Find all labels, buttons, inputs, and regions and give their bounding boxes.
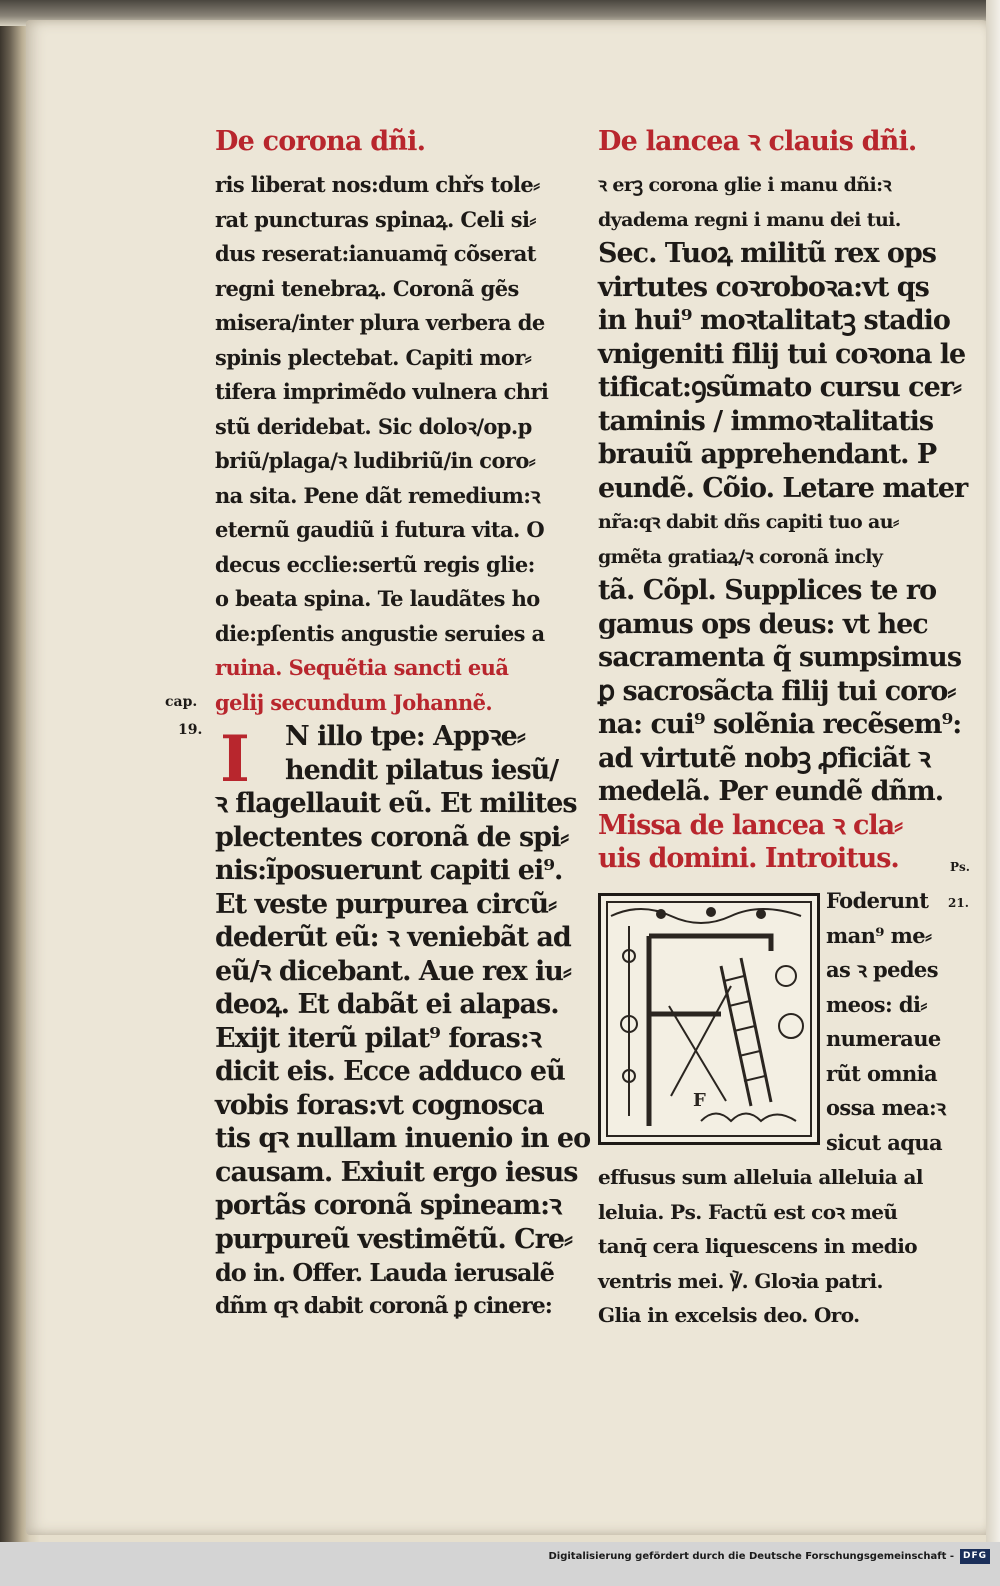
page-right-edge (986, 0, 1000, 1542)
text-line: taminis / immoꝛtalitatis (598, 405, 934, 437)
text-line: do in. Offer. Lauda ierusalẽ (215, 1258, 554, 1287)
text-line: ꝛ erꝫ corona glie i manu dñi:ꝛ (598, 174, 891, 196)
text-line: misera/inter plura verbera de (215, 310, 545, 335)
text-line: Et veste purpurea circũ⸗ (215, 888, 557, 920)
text-line: dyadema regni i manu dei tui. (598, 208, 901, 231)
text-line: Sec. Tuoꝝ militũ rex ops (598, 238, 937, 269)
left-column (215, 120, 591, 1323)
text-line: N illo tpe: Appꝛe⸗ (285, 721, 525, 752)
margin-psalm: Ps. (950, 860, 970, 874)
text-line: stũ deridebat. Sic doloꝛ/op.p (215, 413, 532, 439)
rubric-line: ruina. Sequẽtia sancti euã (215, 655, 509, 680)
text-line: leluia. Ps. Factũ est coꝛ meũ (598, 1199, 898, 1224)
introit-column (826, 884, 956, 1160)
text-line: tanq̄ cera liquescens in medio (598, 1234, 917, 1258)
text-line: eternũ gaudiũ i futura vita. O (215, 517, 545, 542)
text-line: dñm qꝛ dabit coronã ꝑ cinere: (215, 1292, 552, 1319)
text-line: ventris mei. ℣. Gloꝛia patri. (598, 1268, 883, 1293)
text-line: o beata spina. Te laudãtes ho (215, 586, 540, 611)
right-column-lower (598, 1160, 958, 1333)
text-line: meos: di⸗ (826, 991, 927, 1017)
text-line: medelã. Per eundẽ dñm. (598, 776, 944, 807)
text-line: ꝑ sacrosãcta filij tui coro⸗ (598, 675, 956, 707)
text-line: gamus ops deus: vt hec (598, 608, 928, 640)
text-line: Exijt iterũ pilat⁹ foras:ꝛ (215, 1022, 541, 1054)
woodcut-initial (598, 893, 820, 1145)
margin-psalm-number: 21. (948, 896, 969, 910)
text-line: deoꝝ. Et dabãt ei alapas. (215, 989, 559, 1020)
red-initial-I: I (220, 722, 250, 797)
text-line: in hui⁹ moꝛtalitatꝫ stadio (598, 305, 950, 336)
text-line: ris liberat nos:dum chřs tole⸗ (215, 172, 540, 197)
text-line: as ꝛ pedes (826, 957, 938, 982)
text-line: effusus sum alleluia alleluia al (598, 1165, 923, 1189)
text-line: dicit eis. Ecce adduco eũ (215, 1056, 565, 1087)
margin-cap: cap. (165, 694, 198, 710)
text-line: man⁹ me⸗ (826, 922, 932, 948)
text-line: sacramenta q̃ sumpsimus (598, 642, 962, 673)
text-line: eundẽ. Cõio. Letare mater (598, 472, 968, 504)
text-line: regni tenebraꝝ. Coronã gẽs (215, 275, 519, 301)
text-line: tifera imprimẽdo vulnera chri (215, 379, 549, 404)
text-line: die:pſentis angustie seruies a (215, 620, 545, 646)
text-line: tis qꝛ nullam inuenio in eo (215, 1123, 591, 1154)
text-line: briũ/plaga/ꝛ ludibriũ/in coro⸗ (215, 448, 536, 473)
footer-credit: Digitalisierung gefördert durch die Deutsche Forschungsgemeinschaft - (548, 1551, 954, 1562)
text-line: gmẽta gratiaꝝ/ꝛ coronã incly (598, 545, 883, 568)
text-line: rat puncturas spinaꝝ. Celi si⸗ (215, 206, 536, 232)
text-line: vnigeniti filij tui coꝛona le (598, 338, 966, 370)
woodcut-illustration (601, 896, 817, 1142)
text-line: vobis foras:vt cognosca (215, 1089, 544, 1121)
text-line: brauiũ apprehendant. P (598, 439, 937, 470)
text-line: tificat:ꝯsũmato cursu cer⸗ (598, 372, 961, 403)
text-line: portãs coronã spineam:ꝛ (215, 1190, 561, 1221)
text-line: hendit pilatus iesũ/ (285, 754, 559, 786)
text-line: tã. Cõpl. Supplices te ro (598, 575, 937, 606)
margin-chapter-number: 19. (178, 722, 203, 738)
dfg-logo: DFG (960, 1549, 990, 1564)
text-line: virtutes coꝛroboꝛa:vt qs (598, 271, 929, 303)
text-line: ꝛ flagellauit eũ. Et milites (215, 788, 577, 819)
text-line: sicut aqua (826, 1129, 943, 1155)
text-line: causam. Exiuit ergo iesus (215, 1156, 578, 1188)
text-line: nr̃a:qꝛ dabit dñs capiti tuo au⸗ (598, 511, 899, 533)
text-line: rũt omnia (826, 1060, 938, 1086)
text-line: Foderunt (826, 888, 929, 913)
text-line: ossa mea:ꝛ (826, 1095, 946, 1120)
text-line: purpureũ vestimẽtũ. Cre⸗ (215, 1223, 573, 1255)
rubric-line: Missa de lancea ꝛ cla⸗ (598, 809, 903, 841)
rubric-line: gelij secundum Johannẽ. (215, 689, 493, 715)
right-column (598, 120, 968, 876)
text-line: nis:ĩposuerunt capiti ei⁹. (215, 855, 563, 886)
woodcut-letter: F (693, 1090, 706, 1111)
left-running-head: De corona dñi. (215, 126, 426, 157)
text-line: ad virtutẽ nobꝫ ꝓficiãt ꝛ (598, 742, 930, 774)
text-line: decus ecclie:sertũ regis glie: (215, 551, 535, 577)
footer-bar (0, 1542, 1000, 1586)
text-line: Glia in excelsis deo. Oro. (598, 1303, 860, 1327)
text-line: spinis plectebat. Capiti mor⸗ (215, 344, 532, 370)
text-line: dus reserat:ianuamq̄ cõserat (215, 241, 536, 266)
text-line: numeraue (826, 1026, 941, 1051)
text-line: na: cui⁹ solẽnia recẽsem⁹: (598, 709, 962, 740)
text-line: eũ/ꝛ dicebant. Aue rex iu⸗ (215, 955, 571, 987)
right-running-head: De lancea ꝛ clauis dñi. (598, 126, 917, 157)
text-line: dederũt eũ: ꝛ veniebãt ad (215, 922, 571, 953)
rubric-line: uis domini. Introitus. (598, 843, 899, 874)
text-line: plectentes coronã de spi⸗ (215, 821, 569, 853)
text-line: na sita. Pene dãt remedium:ꝛ (215, 482, 540, 508)
